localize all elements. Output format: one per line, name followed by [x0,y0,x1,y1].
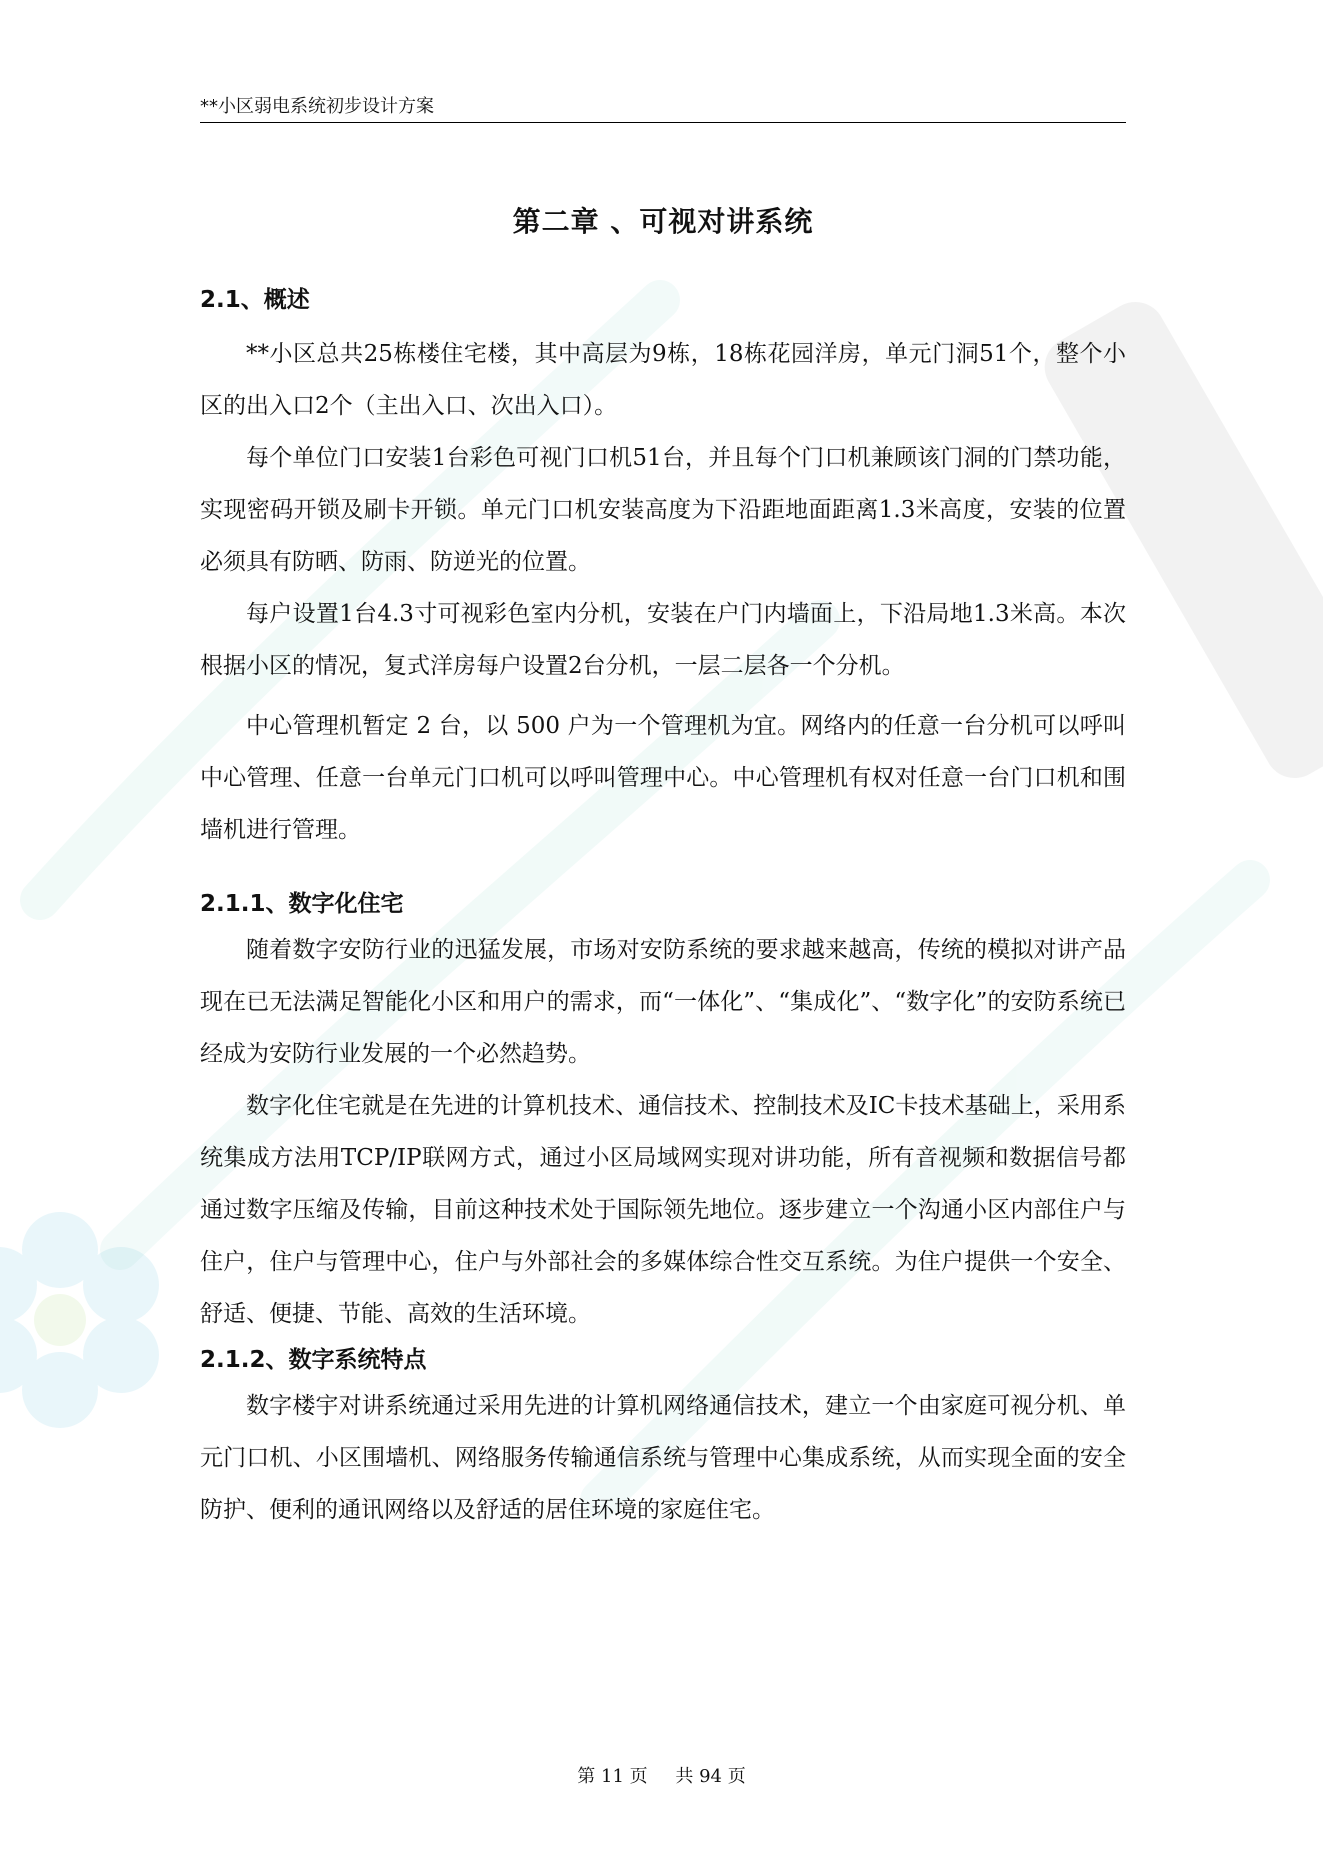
paragraph: 每户设置1台4.3寸可视彩色室内分机，安装在户门内墙面上，下沿局地1.3米高。本次根据小区的情况，复式洋房每户设置2台分机，一层二层各一个分机。 [200,601,1126,679]
section-heading: 2.1.1、数字化住宅 [200,891,404,917]
page-footer [0,1763,1323,1791]
paragraph: 每个单位门口安装1台彩色可视门口机51台，并且每个门口机兼顾该门洞的门禁功能，实现密码开锁及刷卡开锁。单元门口机安装高度为下沿距地面距离1.3米高度，安装的位置必须具有防晒、防雨、防逆光的位置。 [200,445,1126,575]
paragraph: **小区总共25栋楼住宅楼，其中高层为9栋，18栋花园洋房，单元门洞51个，整个小区的出入口2个（主出入口、次出入口）。 [200,341,1126,419]
paragraph: 数字化住宅就是在先进的计算机技术、通信技术、控制技术及IC卡技术基础上，采用系统集成方法用TCP/IP联网方式，通过小区局域网实现对讲功能，所有音视频和数据信号都通过数字压缩及传输，目前这种技术处于国际领先地位。逐步建立一个沟通小区内部住户与住户，住户与管理中心，住户与外部社会的多媒体综合性交互系统。为住户提供一个安全、舒适、便捷、节能、高效的生活环境。 [200,1093,1126,1327]
page-number: 第 11 页 [577,1766,648,1787]
paragraph: 随着数字安防行业的迅猛发展，市场对安防系统的要求越来越高，传统的模拟对讲产品现在已无法满足智能化小区和用户的需求，而“一体化”、“集成化”、“数字化”的安防系统已经成为安防行业发展的一个必然趋势。 [200,937,1126,1067]
paragraph: 数字楼宇对讲系统通过采用先进的计算机网络通信技术，建立一个由家庭可视分机、单元门口机、小区围墙机、网络服务传输通信系统与管理中心集成系统，从而实现全面的安全防护、便利的通讯网络以及舒适的居住环境的家庭住宅。 [200,1393,1126,1523]
section-heading: 2.1、概述 [200,287,310,313]
chapter-title: 第二章 、可视对讲系统 [512,205,814,238]
flower-logo-icon [0,1212,159,1428]
section-heading: 2.1.2、数字系统特点 [200,1347,427,1373]
paragraph: 中心管理机暂定 2 台，以 500 户为一个管理机为宜。网络内的任意一台分机可以呼叫中心管理、任意一台单元门口机可以呼叫管理中心。中心管理机有权对任意一台门口机和围墙机进行管理。 [200,713,1126,843]
document-header [200,92,1126,123]
page-total: 共 94 页 [675,1766,746,1787]
document-body [200,280,1126,1536]
header-title: **小区弱电系统初步设计方案 [200,96,434,117]
